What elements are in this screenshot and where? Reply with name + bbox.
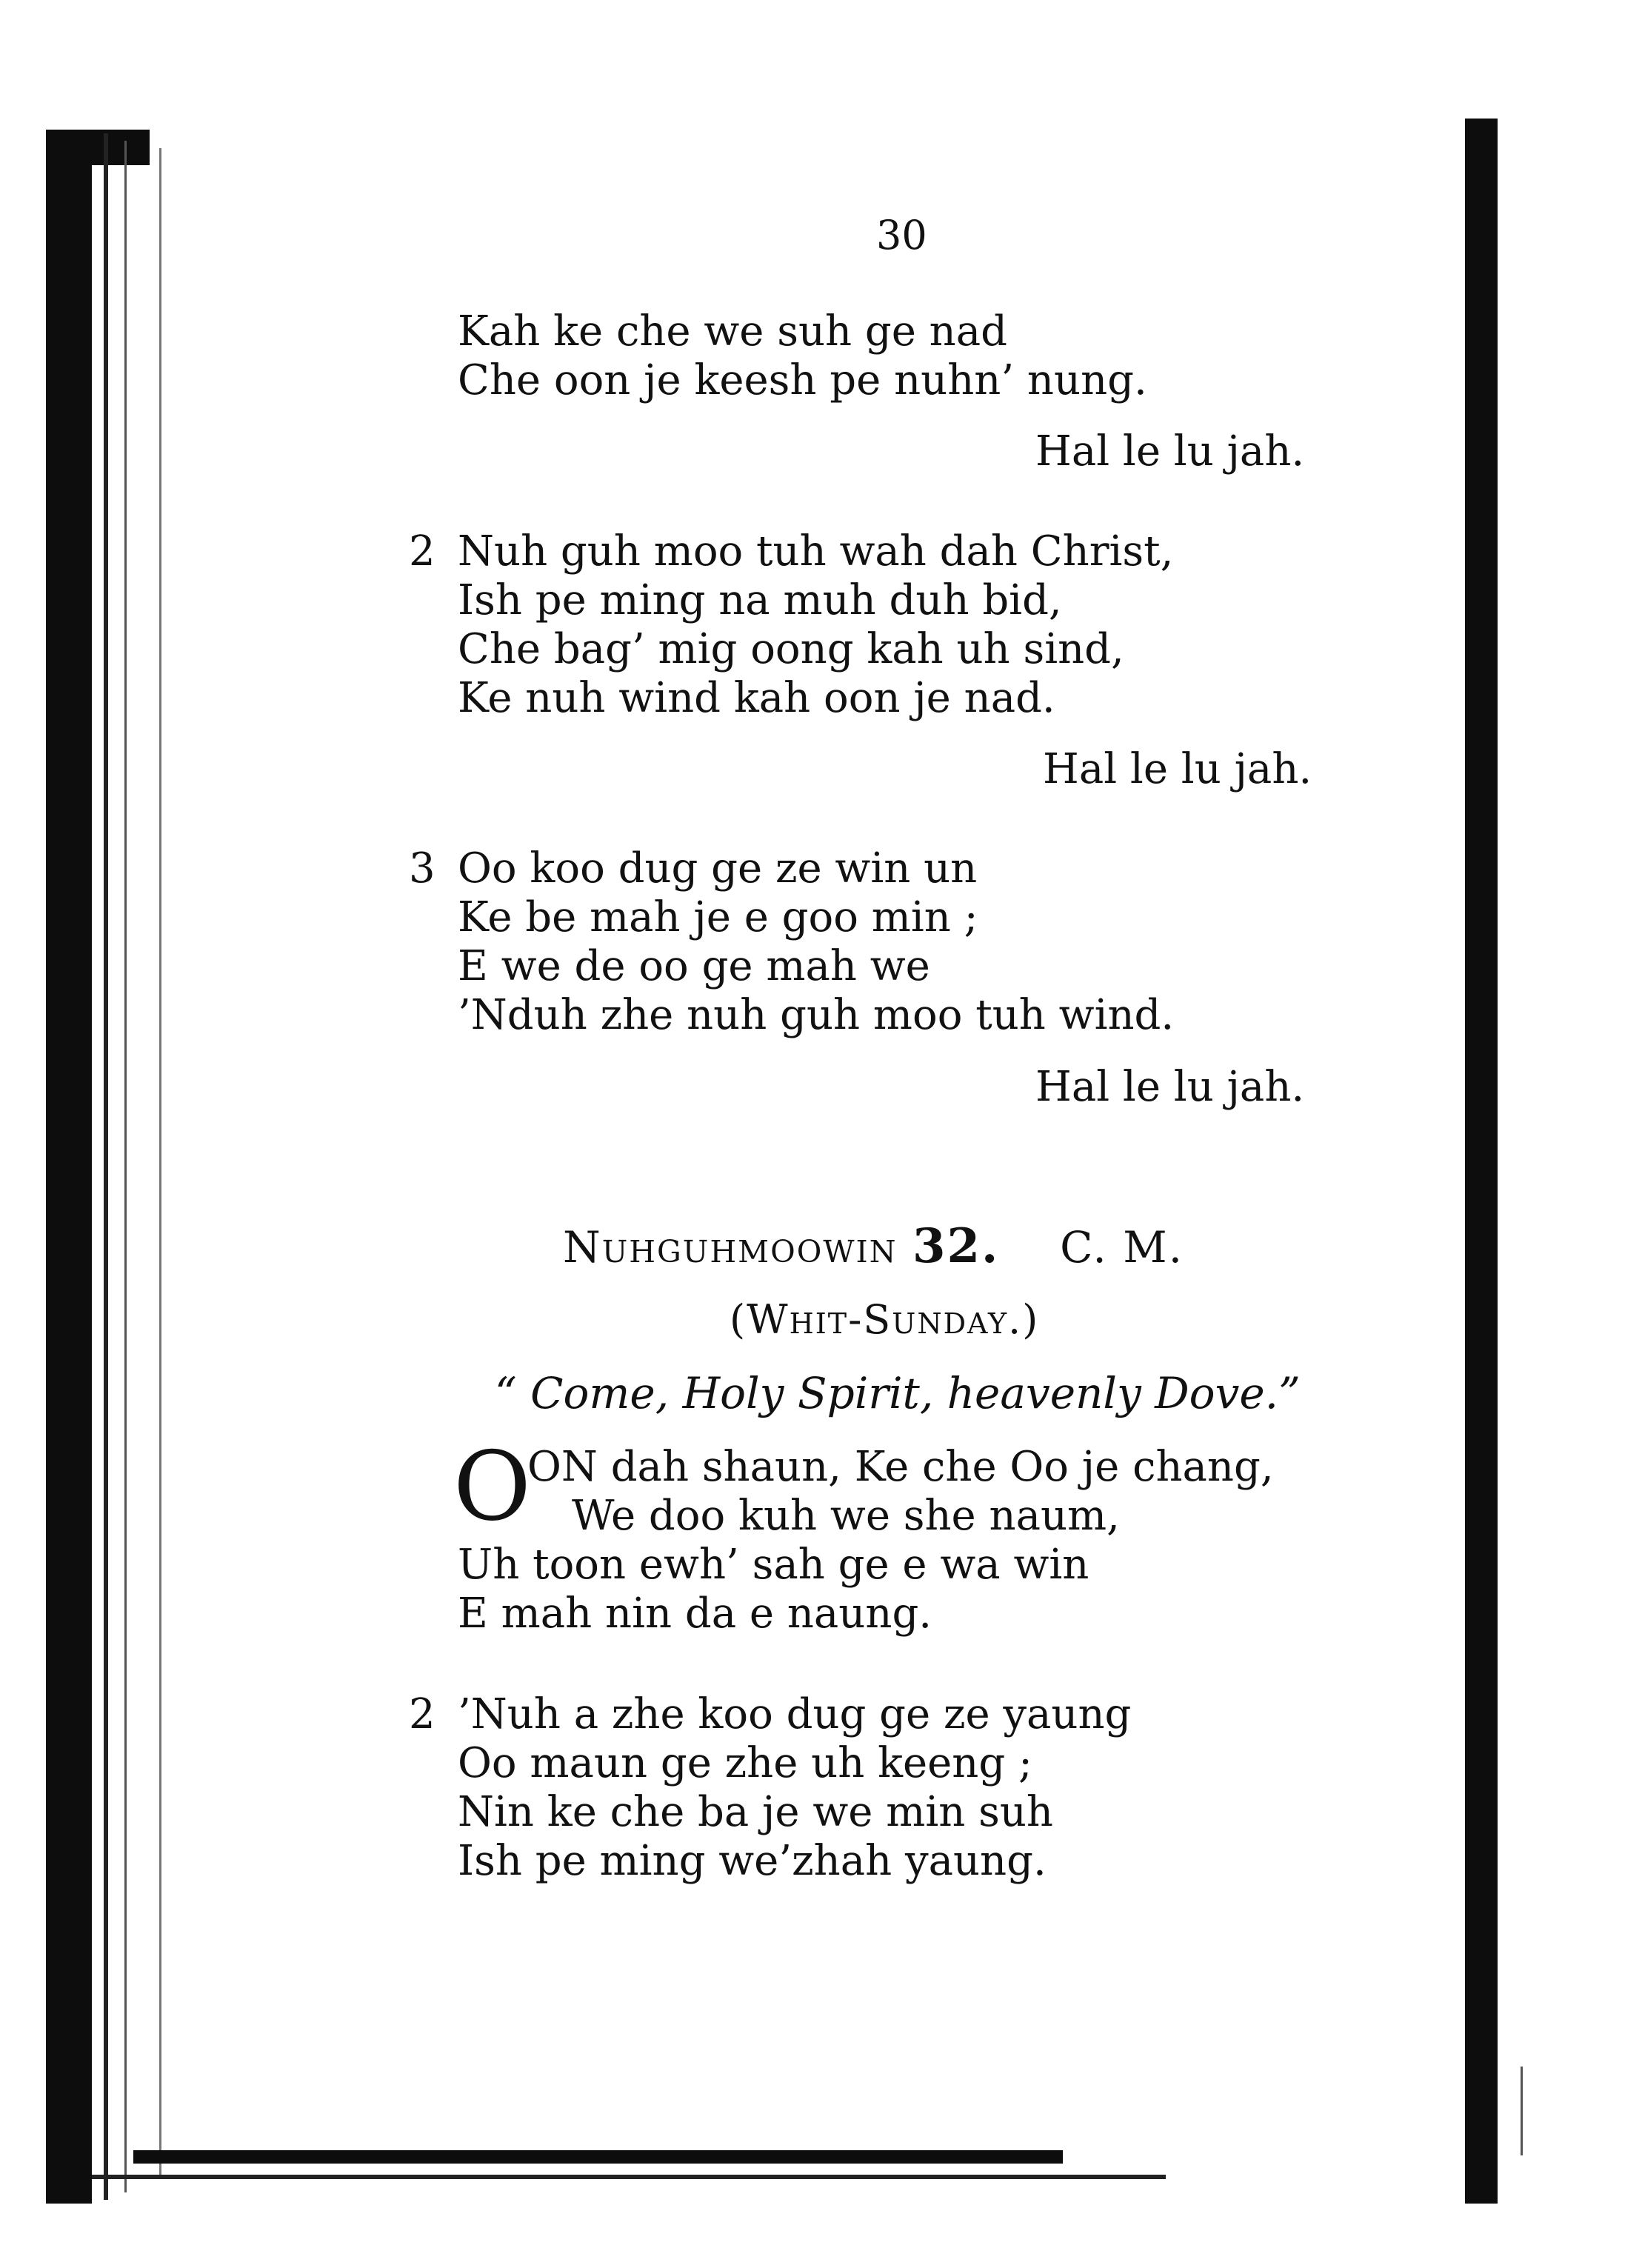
verse-2-refrain: Hal le lu jah. — [1043, 745, 1312, 793]
page-number: 30 — [876, 212, 927, 259]
hymn-verse-1-line-1: ON dah shaun, Ke che Oo je chang, — [527, 1443, 1274, 1491]
continuation-refrain: Hal le lu jah. — [1035, 427, 1305, 476]
hymn-verse-2-line-2: Oo maun ge zhe uh keeng ; — [458, 1739, 1032, 1787]
binding-rule-bottom — [92, 2175, 1166, 2179]
hymn-english-first-line: “ Come, Holy Spirit, heavenly Dove.” — [495, 1368, 1301, 1418]
verse-3-number: 3 — [409, 844, 435, 893]
verse-2-line-1: Nuh guh moo tuh wah dah Christ, — [458, 527, 1174, 576]
verse-3-line-1: Oo koo dug ge ze win un — [458, 844, 978, 893]
hymn-number: 32. — [912, 1218, 1000, 1274]
verse-3-refrain: Hal le lu jah. — [1035, 1063, 1305, 1111]
verse-2-line-4: Ke nuh wind kah oon je nad. — [458, 674, 1055, 722]
continuation-line-2: Che oon je keesh pe nuhn’ nung. — [458, 356, 1147, 404]
verse-2-line-2: Ish pe ming na muh duh bid, — [458, 576, 1062, 624]
hymn-title-prefix: Nuhguhmoowin — [563, 1222, 898, 1273]
hymn-verse-1-line-4: E mah nin da e naung. — [458, 1590, 932, 1638]
hymn-verse-2-line-1: ’Nuh a zhe koo dug ge ze yaung — [458, 1690, 1132, 1738]
binding-edge-bottom — [133, 2150, 1063, 2164]
verse-3-line-2: Ke be mah je e goo min ; — [458, 893, 978, 941]
hymn-verse-2-line-4: Ish pe ming we’zhah yaung. — [458, 1837, 1047, 1885]
binding-edge-left-top — [46, 130, 150, 165]
drop-cap: O — [453, 1432, 531, 1542]
hymn-occasion: (Whit-Sunday.) — [730, 1296, 1040, 1343]
binding-rule-right — [1521, 2067, 1523, 2155]
hymn-verse-1-line-2: We doo kuh we she naum, — [572, 1492, 1120, 1540]
hymn-heading — [563, 1218, 1184, 1274]
binding-rule-left-3 — [159, 148, 161, 2178]
verse-2-number: 2 — [409, 527, 435, 576]
hymn-meter: C. M. — [1060, 1222, 1184, 1273]
verse-3-line-3: E we de oo ge mah we — [458, 942, 930, 990]
verse-3-line-4: ’Nduh zhe nuh guh moo tuh wind. — [458, 991, 1175, 1039]
binding-rule-left-2 — [124, 141, 127, 2192]
continuation-line-1: Kah ke che we suh ge nad — [458, 307, 1007, 356]
binding-rule-left-1 — [104, 133, 108, 2200]
hymn-verse-2-number: 2 — [409, 1690, 435, 1738]
hymn-verse-2-line-3: Nin ke che ba je we min suh — [458, 1788, 1053, 1836]
hymn-verse-1-line-3: Uh toon ewh’ sah ge e wa win — [458, 1541, 1089, 1589]
binding-edge-right — [1465, 119, 1498, 2204]
binding-edge-left — [46, 130, 92, 2204]
verse-2-line-3: Che bag’ mig oong kah uh sind, — [458, 625, 1124, 673]
